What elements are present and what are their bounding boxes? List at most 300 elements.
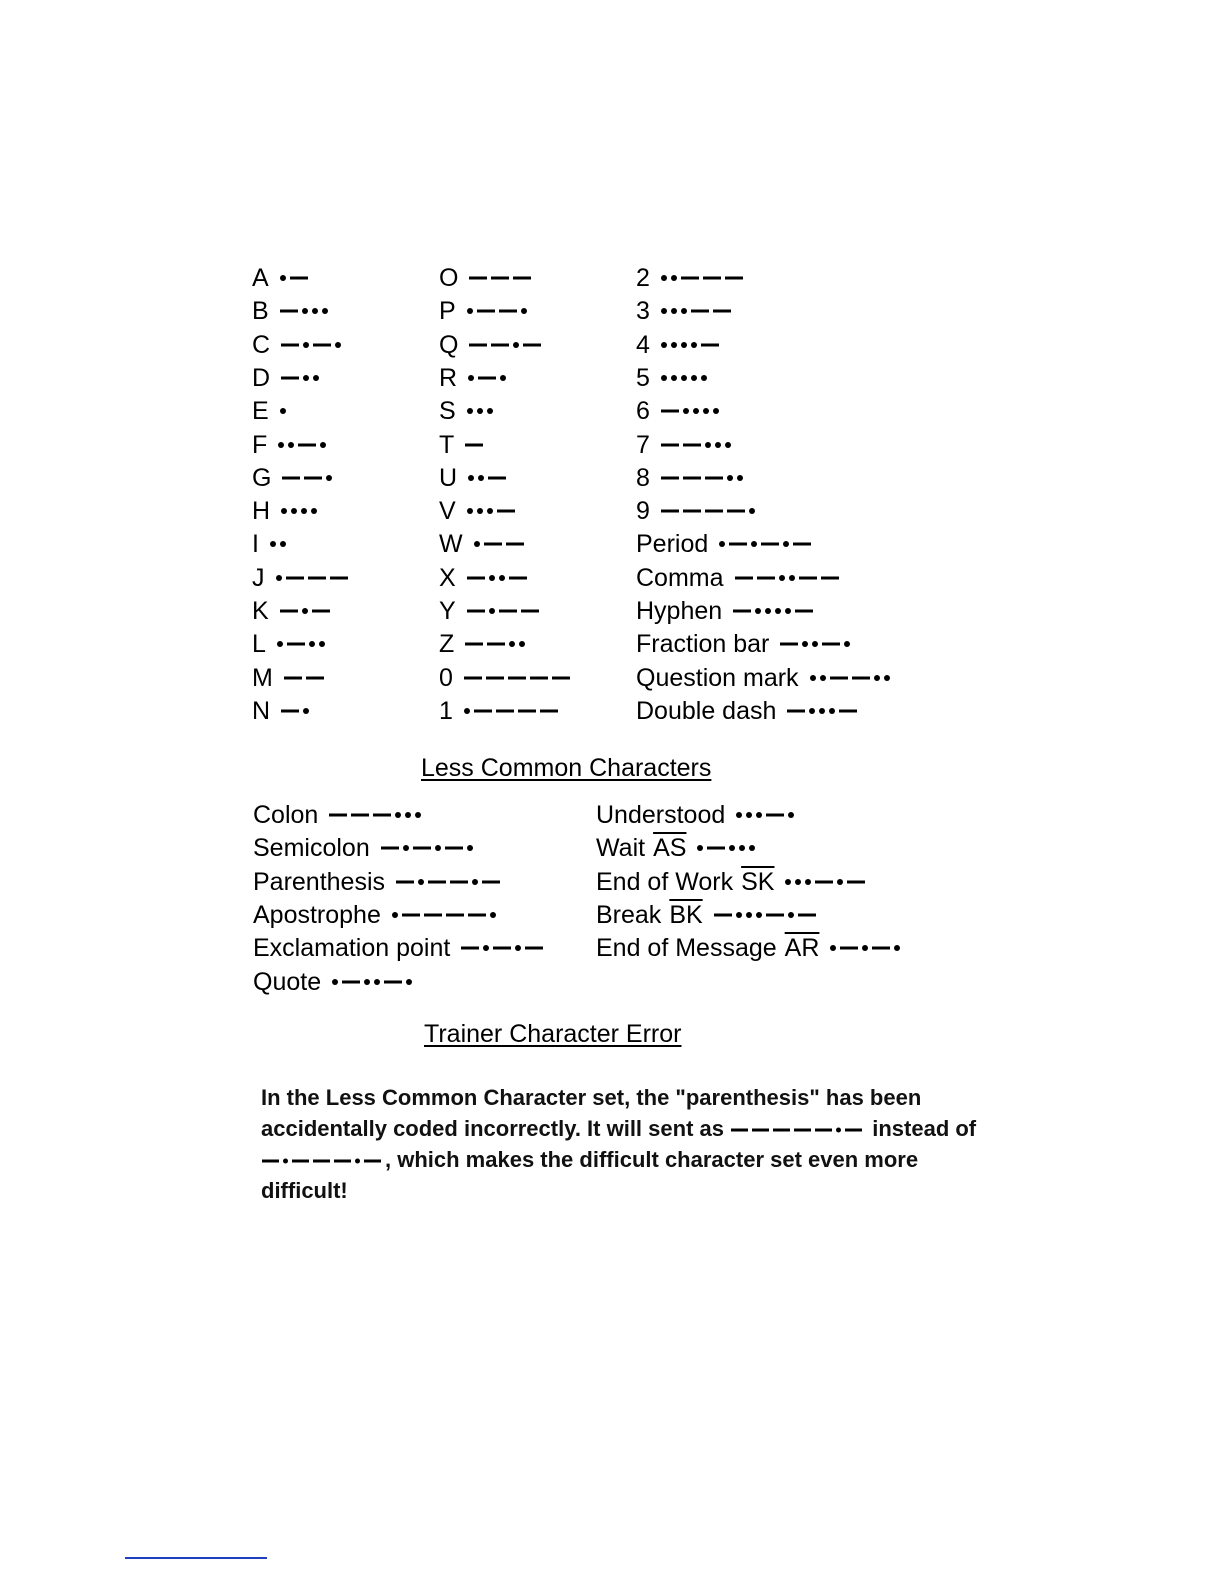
morse-dash xyxy=(469,344,487,347)
morse-dot xyxy=(392,912,398,918)
morse-label: Q xyxy=(439,331,459,360)
morse-entry xyxy=(636,395,723,425)
morse-dot xyxy=(737,475,743,481)
trainer-error-note xyxy=(261,1082,981,1206)
morse-dash xyxy=(499,310,517,313)
morse-dash xyxy=(707,847,725,850)
morse-dot xyxy=(691,375,697,381)
morse-label: End of Work xyxy=(596,868,734,897)
morse-dash xyxy=(308,577,326,580)
morse-code xyxy=(713,900,820,930)
morse-dash xyxy=(486,677,504,680)
morse-dash xyxy=(766,814,784,817)
less-common-heading: Less Common Characters xyxy=(421,754,712,782)
morse-code xyxy=(735,800,798,830)
morse-dash xyxy=(446,914,464,917)
morse-dash xyxy=(509,577,527,580)
morse-entry xyxy=(439,528,528,558)
morse-entry xyxy=(439,395,497,425)
morse-entry xyxy=(636,362,711,392)
morse-dash xyxy=(840,947,858,950)
morse-code xyxy=(280,363,323,393)
morse-dash xyxy=(506,543,524,546)
morse-dash xyxy=(281,710,299,713)
morse-code xyxy=(464,430,487,460)
morse-entry xyxy=(252,495,321,525)
morse-dash xyxy=(681,277,699,280)
morse-dash xyxy=(478,377,496,380)
morse-dash xyxy=(798,914,816,917)
note-text-3: , which makes the difficult character set even more difficult! xyxy=(261,1147,919,1203)
morse-label: Apostrophe xyxy=(253,901,381,930)
morse-entry xyxy=(252,395,290,425)
morse-dot xyxy=(513,342,519,348)
morse-entry xyxy=(596,866,869,896)
morse-dot xyxy=(765,608,771,614)
morse-dash xyxy=(461,947,479,950)
morse-dash xyxy=(705,477,723,480)
morse-label: K xyxy=(252,597,269,626)
morse-code xyxy=(463,663,574,693)
morse-dash xyxy=(661,444,679,447)
morse-dot xyxy=(312,308,318,314)
morse-entry xyxy=(253,966,416,996)
morse-dot xyxy=(874,675,880,681)
morse-code xyxy=(281,463,336,493)
morse-entry xyxy=(439,462,510,492)
morse-dot xyxy=(276,575,282,581)
morse-entry xyxy=(252,295,332,325)
morse-dot xyxy=(332,979,338,985)
morse-label: N xyxy=(252,697,271,726)
morse-dash xyxy=(703,277,721,280)
morse-entry xyxy=(636,329,723,359)
morse-dot xyxy=(788,912,794,918)
morse-dash xyxy=(281,344,299,347)
morse-dot xyxy=(755,608,761,614)
morse-dash xyxy=(530,677,548,680)
morse-dot xyxy=(500,375,506,381)
morse-code xyxy=(466,296,531,326)
morse-label: 4 xyxy=(636,331,650,360)
morse-label: I xyxy=(252,530,259,559)
morse-code-wrong xyxy=(730,1118,866,1142)
footnote-rule xyxy=(125,1557,267,1559)
morse-label: Comma xyxy=(636,564,724,593)
morse-dot xyxy=(270,541,276,547)
morse-dash xyxy=(508,677,526,680)
morse-dot xyxy=(280,541,286,547)
morse-dash xyxy=(381,847,399,850)
morse-dot xyxy=(281,508,287,514)
morse-dash xyxy=(334,1160,351,1163)
morse-code xyxy=(732,596,817,626)
morse-label: Break xyxy=(596,901,662,930)
morse-dash xyxy=(731,1129,748,1132)
morse-dash xyxy=(525,947,543,950)
morse-dash xyxy=(450,881,468,884)
morse-code xyxy=(279,296,332,326)
morse-dot xyxy=(467,308,473,314)
morse-dash xyxy=(757,577,775,580)
morse-code xyxy=(280,496,321,526)
morse-entry xyxy=(439,495,519,525)
morse-label: 9 xyxy=(636,497,650,526)
morse-code xyxy=(829,933,904,963)
morse-entry xyxy=(636,495,759,525)
morse-dash xyxy=(287,643,305,646)
morse-dot xyxy=(313,375,319,381)
morse-dash xyxy=(821,577,839,580)
morse-dash xyxy=(477,310,495,313)
morse-code xyxy=(328,800,425,830)
morse-dot xyxy=(499,575,505,581)
morse-dot xyxy=(749,845,755,851)
morse-label: End of Message xyxy=(596,934,777,963)
morse-label: B xyxy=(252,297,269,326)
morse-code xyxy=(463,696,562,726)
morse-label: 6 xyxy=(636,397,650,426)
morse-dash xyxy=(474,710,492,713)
morse-dash xyxy=(780,643,798,646)
morse-label: U xyxy=(439,464,458,493)
morse-code xyxy=(466,396,497,426)
morse-dot xyxy=(756,912,762,918)
morse-dash xyxy=(815,1129,832,1132)
morse-label: Double dash xyxy=(636,697,777,726)
morse-dot xyxy=(395,812,401,818)
morse-dash xyxy=(493,947,511,950)
note-text-2: instead of xyxy=(872,1116,977,1141)
morse-dash xyxy=(313,1160,330,1163)
morse-code xyxy=(466,563,531,593)
morse-label: Hyphen xyxy=(636,597,723,626)
morse-dash xyxy=(280,310,298,313)
morse-dot xyxy=(819,708,825,714)
morse-entry xyxy=(439,262,535,292)
morse-dash xyxy=(488,477,506,480)
morse-dash xyxy=(683,510,701,513)
morse-dot xyxy=(283,1159,288,1164)
morse-entry xyxy=(439,329,545,359)
morse-dot xyxy=(671,375,677,381)
morse-dash xyxy=(467,577,485,580)
morse-dot xyxy=(884,675,890,681)
morse-dot xyxy=(477,508,483,514)
morse-code xyxy=(660,496,759,526)
morse-dot xyxy=(311,508,317,514)
morse-label: S xyxy=(439,397,456,426)
morse-dot xyxy=(691,342,697,348)
morse-dot xyxy=(701,375,707,381)
morse-label: O xyxy=(439,264,459,293)
morse-dot xyxy=(775,608,781,614)
morse-dot xyxy=(364,979,370,985)
morse-code xyxy=(718,529,815,559)
morse-dot xyxy=(727,475,733,481)
morse-dash xyxy=(497,510,515,513)
morse-dot xyxy=(736,912,742,918)
morse-entry xyxy=(252,362,323,392)
morse-entry xyxy=(439,595,543,625)
morse-dash xyxy=(262,1160,279,1163)
morse-dash xyxy=(465,643,483,646)
morse-code xyxy=(380,833,477,863)
morse-code xyxy=(473,529,528,559)
morse-dash xyxy=(752,1129,769,1132)
morse-label: 7 xyxy=(636,431,650,460)
morse-dot xyxy=(301,508,307,514)
morse-dot xyxy=(739,845,745,851)
prosign-label: $\overline{SK}$ xyxy=(741,868,775,897)
morse-entry xyxy=(252,595,334,625)
morse-label: P xyxy=(439,297,456,326)
morse-code xyxy=(275,563,352,593)
morse-entry xyxy=(636,562,843,592)
morse-dot xyxy=(736,812,742,818)
morse-dash xyxy=(795,610,813,613)
morse-dot xyxy=(719,541,725,547)
morse-dash xyxy=(468,914,486,917)
morse-dot xyxy=(303,708,309,714)
morse-dash xyxy=(467,610,485,613)
morse-dot xyxy=(725,442,731,448)
morse-dot xyxy=(467,508,473,514)
morse-dot xyxy=(468,475,474,481)
morse-code xyxy=(279,263,312,293)
morse-code xyxy=(466,596,543,626)
morse-dot xyxy=(280,408,286,414)
morse-dot xyxy=(789,575,795,581)
morse-dash xyxy=(292,1160,309,1163)
morse-code xyxy=(467,463,510,493)
morse-dash xyxy=(402,914,420,917)
morse-dot xyxy=(467,845,473,851)
morse-entry xyxy=(439,562,531,592)
morse-label: T xyxy=(439,431,455,460)
morse-code xyxy=(276,629,329,659)
morse-dot xyxy=(894,945,900,951)
morse-dot xyxy=(788,812,794,818)
morse-dot xyxy=(661,375,667,381)
morse-entry xyxy=(439,429,487,459)
morse-dot xyxy=(705,442,711,448)
morse-dot xyxy=(435,845,441,851)
morse-dot xyxy=(713,408,719,414)
morse-label: H xyxy=(252,497,271,526)
morse-dash xyxy=(491,277,509,280)
morse-dot xyxy=(521,308,527,314)
morse-dot xyxy=(802,641,808,647)
morse-dot xyxy=(830,945,836,951)
morse-dot xyxy=(468,375,474,381)
morse-dash xyxy=(822,643,840,646)
morse-entry xyxy=(252,462,336,492)
morse-entry xyxy=(439,362,510,392)
morse-dash xyxy=(428,881,446,884)
morse-label: Question mark xyxy=(636,664,799,693)
morse-label: 2 xyxy=(636,264,650,293)
morse-code xyxy=(734,563,843,593)
morse-dash xyxy=(313,344,331,347)
morse-code xyxy=(660,296,735,326)
morse-label: M xyxy=(252,664,273,693)
morse-dot xyxy=(681,308,687,314)
morse-dash xyxy=(872,947,890,950)
morse-dash xyxy=(787,710,805,713)
morse-dot xyxy=(415,812,421,818)
morse-dot xyxy=(783,541,789,547)
morse-dash xyxy=(714,914,732,917)
morse-entry xyxy=(439,695,562,725)
morse-dash xyxy=(286,577,304,580)
morse-dot xyxy=(303,375,309,381)
morse-dot xyxy=(515,945,521,951)
morse-dot xyxy=(810,675,816,681)
morse-dot xyxy=(779,575,785,581)
morse-dot xyxy=(474,541,480,547)
morse-entry xyxy=(252,562,352,592)
morse-dot xyxy=(703,408,709,414)
morse-dash xyxy=(282,477,300,480)
morse-dash xyxy=(491,344,509,347)
morse-code xyxy=(660,263,747,293)
morse-code xyxy=(468,263,535,293)
morse-dot xyxy=(661,308,667,314)
morse-dash xyxy=(312,610,330,613)
morse-dot xyxy=(837,879,843,885)
morse-entry xyxy=(636,262,747,292)
morse-dot xyxy=(729,845,735,851)
morse-label: J xyxy=(252,564,265,593)
morse-code xyxy=(660,463,747,493)
morse-label: Exclamation point xyxy=(253,934,451,963)
morse-dash xyxy=(766,914,784,917)
morse-dash xyxy=(384,981,402,984)
morse-dot xyxy=(746,812,752,818)
morse-dash xyxy=(661,477,679,480)
note-text-1: In the Less Common Character set, the "parenthesis" has been accidentally coded incorrectly. It will sent as xyxy=(261,1085,922,1141)
morse-label: 8 xyxy=(636,464,650,493)
morse-label: 5 xyxy=(636,364,650,393)
morse-dot xyxy=(693,408,699,414)
morse-dash xyxy=(735,577,753,580)
morse-entry xyxy=(252,628,329,658)
morse-dash xyxy=(705,510,723,513)
morse-dash xyxy=(484,543,502,546)
morse-dot xyxy=(661,342,667,348)
morse-dot xyxy=(785,608,791,614)
morse-code xyxy=(468,330,545,360)
morse-dot xyxy=(820,675,826,681)
morse-dash xyxy=(661,510,679,513)
morse-code xyxy=(279,396,290,426)
morse-entry xyxy=(636,528,815,558)
morse-code xyxy=(279,596,334,626)
morse-dot xyxy=(715,442,721,448)
morse-dot xyxy=(487,508,493,514)
morse-dash xyxy=(329,814,347,817)
morse-code xyxy=(660,363,711,393)
morse-label: Period xyxy=(636,530,709,559)
morse-entry xyxy=(252,329,345,359)
morse-dash xyxy=(281,377,299,380)
morse-dot xyxy=(302,308,308,314)
morse-dash xyxy=(373,814,391,817)
morse-code xyxy=(467,363,510,393)
morse-code xyxy=(280,696,313,726)
morse-dash xyxy=(464,677,482,680)
morse-dot xyxy=(335,342,341,348)
morse-label: 1 xyxy=(439,697,453,726)
morse-dot xyxy=(472,879,478,885)
prosign-label: $\overline{AR}$ xyxy=(784,934,820,963)
morse-dash xyxy=(713,310,731,313)
morse-dash xyxy=(499,610,517,613)
morse-entry xyxy=(636,695,861,725)
morse-dot xyxy=(302,608,308,614)
morse-entry xyxy=(253,799,425,829)
morse-code xyxy=(466,496,519,526)
morse-dot xyxy=(836,1128,841,1133)
morse-code xyxy=(696,833,759,863)
prosign-label: $\overline{AS}$ xyxy=(653,834,687,863)
morse-dot xyxy=(681,342,687,348)
morse-dot xyxy=(483,945,489,951)
morse-label: C xyxy=(252,331,271,360)
morse-dot xyxy=(697,845,703,851)
morse-dash xyxy=(701,344,719,347)
morse-code xyxy=(809,663,894,693)
morse-entry xyxy=(252,695,313,725)
morse-dash xyxy=(521,610,539,613)
morse-dash xyxy=(540,710,558,713)
morse-entry xyxy=(252,662,328,692)
morse-dot xyxy=(844,641,850,647)
morse-dash xyxy=(839,710,857,713)
morse-entry xyxy=(636,295,735,325)
morse-entry xyxy=(596,799,798,829)
morse-code xyxy=(464,629,529,659)
morse-dot xyxy=(805,879,811,885)
morse-label: L xyxy=(252,630,266,659)
morse-dot xyxy=(320,442,326,448)
morse-entry xyxy=(252,262,312,292)
morse-label: Understood xyxy=(596,801,726,830)
morse-dash xyxy=(342,981,360,984)
morse-dash xyxy=(683,477,701,480)
morse-dash xyxy=(852,677,870,680)
morse-dot xyxy=(490,912,496,918)
morse-dot xyxy=(280,275,286,281)
morse-dot xyxy=(519,641,525,647)
morse-dash xyxy=(424,914,442,917)
morse-code xyxy=(395,867,504,897)
morse-label: F xyxy=(252,431,268,460)
morse-dot xyxy=(683,408,689,414)
morse-dash xyxy=(482,881,500,884)
morse-dash xyxy=(799,577,817,580)
morse-code xyxy=(786,696,861,726)
morse-dash xyxy=(661,410,679,413)
morse-code xyxy=(660,430,735,460)
morse-dash xyxy=(691,310,709,313)
morse-dot xyxy=(303,342,309,348)
morse-dash xyxy=(523,344,541,347)
morse-code xyxy=(660,330,723,360)
morse-dash xyxy=(794,1129,811,1132)
morse-dot xyxy=(509,641,515,647)
